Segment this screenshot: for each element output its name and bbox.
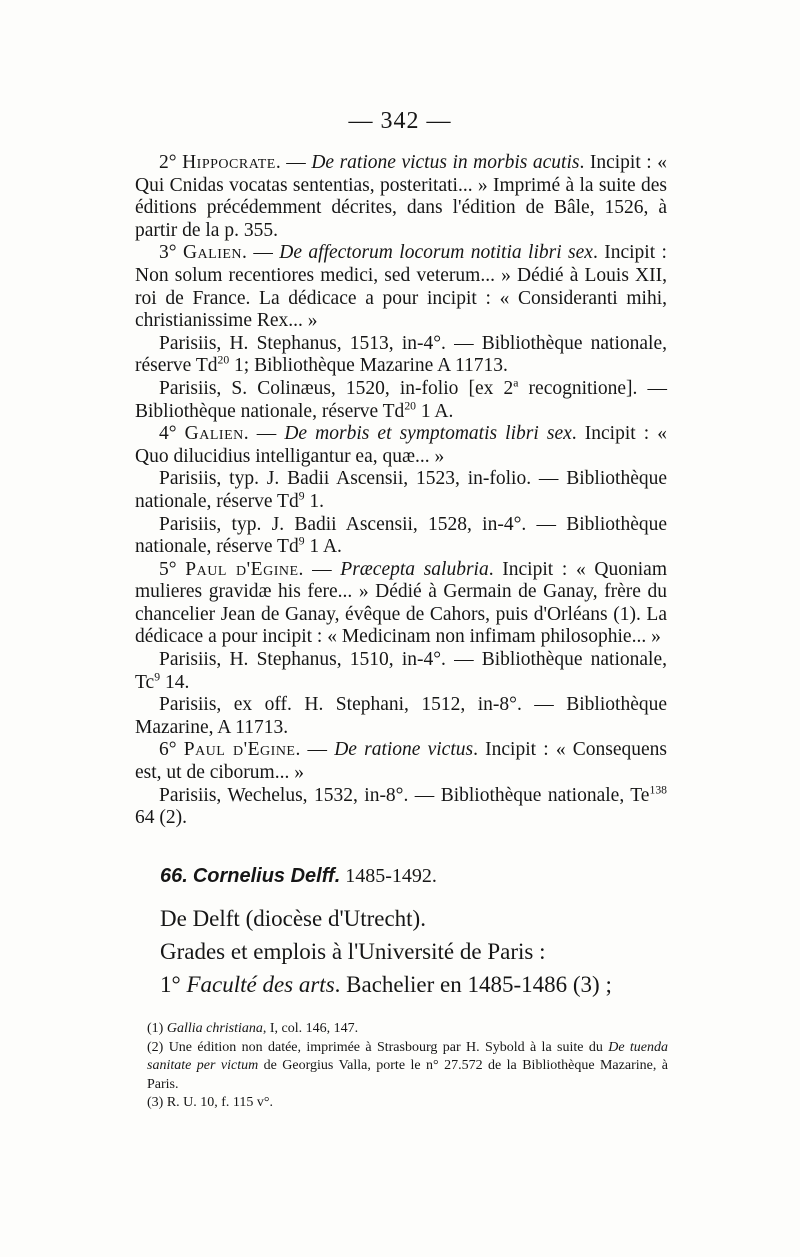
entry-origin: De Delft (diocèse d'Utrecht). (160, 906, 426, 931)
paragraph (135, 378, 667, 423)
entry-body (160, 902, 680, 1001)
text-segment: Parisiis, typ. J. Badii Ascensii, 1523, in-folio. — Bibliothèque nationale, réserve Td (135, 468, 667, 512)
text-segment: Paul d'Egine (183, 739, 296, 761)
page-number: — 342 — (348, 108, 452, 134)
text-segment: 4° (159, 423, 185, 445)
text-segment: . Incipit : « Quo dilucidius intelligantur ea, quæ... » (135, 423, 668, 467)
entry-number: 66. (160, 865, 188, 887)
paragraph (135, 739, 667, 784)
grades-title-text: Grades et emplois à l'Université de Paris : (160, 939, 546, 964)
text-segment: . Incipit : Non solum recentiores medici, sed veterum... » Dédié à Louis XII, roi de France. La dédicace a pour incipit : « Consideranti mihi, christianissime Rex... » (135, 242, 667, 332)
text-segment: 14. (160, 671, 190, 693)
entry-dates: 1485-1492. (345, 865, 437, 887)
footnote-2-pre: Une édition non datée, imprimée à Strasbourg par H. Sybold à la suite du (168, 1039, 609, 1055)
text-segment: 1. (304, 490, 325, 512)
footnotes (133, 1020, 668, 1113)
bibliography-text (135, 152, 667, 830)
text-segment: . Incipit : « Qui Cnidas vocatas sententias, posteritati... » Imprimé à la suite des éditions précédemment décrites, dans l'édition de Bâle, 1526, à partir de la p. 355. (135, 152, 667, 241)
faculty-line (160, 968, 680, 1001)
text-segment: 6° (159, 739, 184, 761)
faculty-rest: . Bachelier en 1485-1486 (3) ; (334, 972, 612, 997)
text-segment: Parisiis, Wechelus, 1532, in-8°. — Bibliothèque nationale, Te (159, 784, 650, 806)
footnote-2-rest: de Georgius Valla, porte le n° 27.572 de la Bibliothèque Mazarine, à Paris. (147, 1058, 668, 1092)
text-segment: . — (295, 739, 335, 761)
text-segment: Galien (184, 423, 244, 445)
text-segment: 1; Bibliothèque Mazarine A 11713. (229, 355, 508, 377)
superscript: 9 (298, 489, 305, 503)
footnote-2-mark: (2) (147, 1039, 169, 1055)
text-segment: recognitione]. — Bibliothèque nationale, réserve Td (135, 377, 667, 422)
text-segment: 64 (2). (135, 807, 187, 829)
text-segment: . — (298, 558, 341, 580)
text-segment: Parisiis, S. Colinæus, 1520, in-folio [ex 2 (159, 377, 514, 399)
paragraph (135, 785, 667, 830)
footnote-3: (3) R. U. 10, f. 115 v°. (147, 1095, 274, 1110)
text-segment: Hippocrate (182, 152, 276, 173)
superscript: 20 (217, 353, 230, 367)
text-segment: . — (242, 242, 280, 264)
entry-name: Cornelius Delff. (192, 865, 341, 887)
paragraph (135, 333, 667, 378)
faculty-number: 1° (160, 972, 181, 997)
text-segment: . Incipit : « Consequens est, ut de ciborum... » (135, 739, 667, 784)
paragraph (135, 559, 667, 649)
text-segment: De ratione victus (334, 739, 474, 761)
paragraph (135, 423, 667, 468)
superscript: 9 (154, 670, 161, 684)
paragraph (135, 242, 667, 332)
text-segment: Parisiis, H. Stephanus, 1513, in-4°. — Bibliothèque nationale, réserve Td (135, 332, 667, 377)
text-segment: 1 A. (416, 400, 454, 422)
footnote-2 (133, 1039, 668, 1095)
text-segment: . — (275, 152, 312, 173)
superscript: 9 (298, 534, 305, 548)
text-segment: 1 A. (304, 536, 342, 558)
footnote-1 (133, 1020, 668, 1039)
footnote-1-rest: , I, col. 146, 147. (262, 1021, 359, 1036)
footnote-1-title: Gallia christiana (166, 1021, 263, 1036)
entry-heading (160, 864, 680, 888)
text-segment: Parisiis, typ. J. Badii Ascensii, 1528, in-4°. — Bibliothèque nationale, réserve Td (135, 513, 667, 558)
text-segment: . — (243, 423, 285, 445)
text-segment: De affectorum locorum notitia libri sex (279, 242, 593, 264)
text-segment: 2° (159, 152, 183, 173)
footnote-1-mark: (1) (147, 1021, 167, 1036)
superscript: 20 (404, 399, 416, 413)
text-segment: . Incipit : « Quoniam mulieres gravidæ his fere... » Dédié à Germain de Ganay, frère du chancelier Jean de Ganay, évêque de Cahors, puis d'Orléans (1). La dédicace a pour incipit : « Medicinam non infimam philosophie... » (135, 558, 667, 648)
paragraph (135, 649, 667, 694)
paragraph (135, 694, 667, 739)
text-segment: 3° (159, 242, 183, 264)
text-segment: Parisiis, ex off. H. Stephani, 1512, in-8°. — Bibliothèque Mazarine, A 11713. (135, 694, 667, 738)
superscript: a (513, 376, 519, 390)
faculty-name: Faculté des arts (186, 972, 335, 997)
footnote-2-title: De tuenda sanitate per victum (147, 1039, 668, 1073)
text-segment: Præcepta salubria (340, 558, 489, 580)
text-segment: 5° (159, 558, 186, 580)
paragraph (135, 514, 667, 559)
paragraph (135, 152, 667, 242)
grades-title (160, 935, 680, 968)
paragraph (135, 468, 667, 513)
text-segment: Galien (182, 242, 243, 264)
text-segment: Paul d'Egine (185, 558, 299, 580)
superscript: 138 (649, 783, 667, 797)
text-segment: Parisiis, H. Stephanus, 1510, in-4°. — Bibliothèque nationale, Tc (135, 649, 667, 693)
text-segment: De ratione victus in morbis acutis (311, 152, 580, 173)
text-segment: De morbis et symptomatis libri sex (284, 423, 572, 445)
